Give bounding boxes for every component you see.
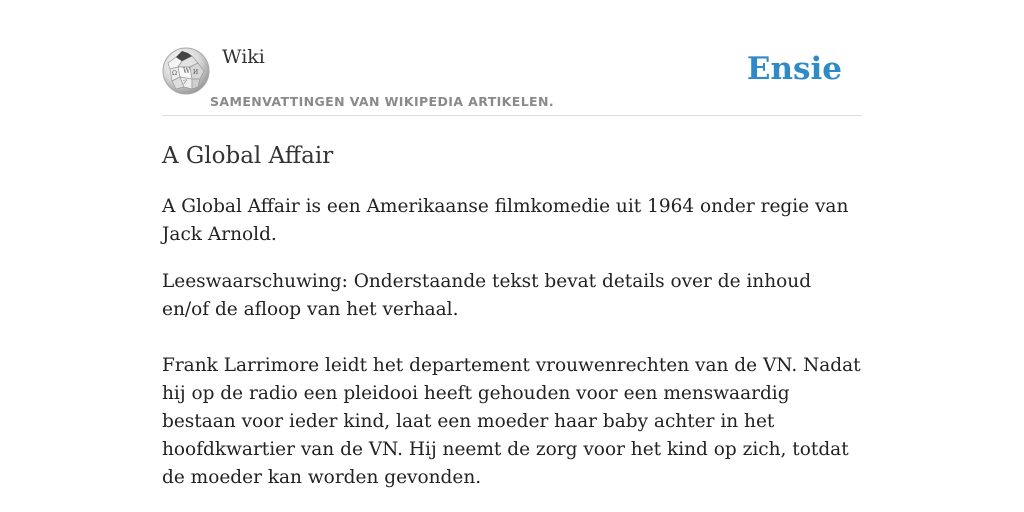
spoiler-warning: Leeswaarschuwing: Onderstaande tekst bevat details over de inhoud en/of de afloop van het verhaal. [162, 271, 812, 320]
article-title: A Global Affair [162, 143, 334, 169]
site-tagline: SAMENVATTINGEN VAN WIKIPEDIA ARTIKELEN. [210, 94, 555, 109]
svg-text:ア: ア [182, 79, 189, 86]
svg-text:W: W [183, 67, 191, 75]
article-body [162, 193, 862, 492]
site-name[interactable]: Wiki [222, 46, 265, 68]
svg-text:Ω: Ω [172, 70, 177, 77]
page [162, 0, 862, 492]
brand-logo-link[interactable]: Ensie [746, 51, 842, 87]
wikipedia-globe-icon[interactable] [162, 47, 210, 95]
site-header [162, 45, 862, 116]
article-paragraph: A Global Affair is een Amerikaanse filmkomedie uit 1964 onder regie van Jack Arnold. [162, 196, 849, 245]
article-paragraph: Frank Larrimore leidt het departement vrouwenrechten van de VN. Nadat hij op de radio een pleidooi heeft gehouden voor een menswaardig bestaan voor ieder kind, laat een moeder haar baby achter in het hoofdkwartier van de VN. Hij neemt de zorg voor het kind op zich, totdat de moeder kan worden gevonden. [162, 355, 861, 488]
svg-text:И: И [193, 69, 199, 76]
